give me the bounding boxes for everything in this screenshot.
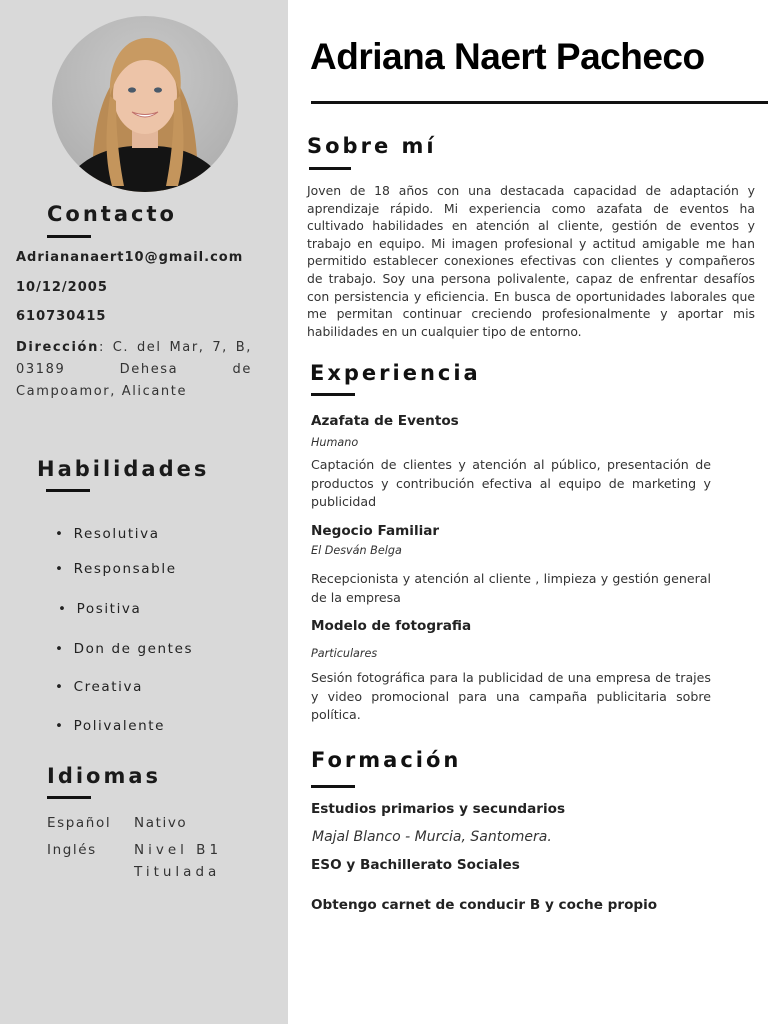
languages-divider xyxy=(47,796,91,799)
language-note: Titulada xyxy=(134,864,221,880)
language-level: Nativo xyxy=(134,815,188,831)
education-extra: Obtengo carnet de conducir B y coche propio xyxy=(311,897,658,913)
contact-divider xyxy=(47,235,91,238)
skill-item: • Don de gentes xyxy=(55,641,193,657)
contact-address xyxy=(16,337,252,403)
address-label: Dirección xyxy=(16,340,99,355)
experience-divider xyxy=(311,393,355,396)
job-company: Particulares xyxy=(311,647,378,660)
language-name: Inglés xyxy=(47,842,97,858)
skill-item: • Responsable xyxy=(55,561,177,577)
experience-heading: Experiencia xyxy=(310,361,481,385)
skill-item: • Polivalente xyxy=(55,718,165,734)
skills-heading: Habilidades xyxy=(37,457,210,481)
education-school: Majal Blanco - Murcia, Santomera. xyxy=(312,829,552,845)
job-description: Recepcionista y atención al cliente , limpieza y gestión general de la empresa xyxy=(311,571,711,605)
contact-phone[interactable]: 610730415 xyxy=(16,309,107,324)
job-company: El Desván Belga xyxy=(311,544,402,557)
job-title: Modelo de fotografia xyxy=(311,618,472,634)
portrait-illustration xyxy=(52,16,238,192)
skill-item: • Resolutiva xyxy=(55,526,160,542)
education-divider xyxy=(311,785,355,788)
skill-item: • Positiva xyxy=(58,601,141,617)
title-divider xyxy=(311,101,768,104)
job-description: Sesión fotográfica para la publicidad de una empresa de trajes y video promocional para una campaña publicitaria sobre política. xyxy=(311,670,711,723)
education-heading: Formación xyxy=(311,748,462,772)
skill-item: • Creativa xyxy=(55,679,143,695)
job-company: Humano xyxy=(311,436,359,449)
about-divider xyxy=(309,167,351,170)
profile-photo xyxy=(52,16,238,192)
address-value: : C. del Mar, 7, B, 03189 Dehesa de Campoamor, Alicante xyxy=(16,340,252,399)
page-title: Adriana Naert Pacheco xyxy=(310,36,705,77)
job-title: Negocio Familiar xyxy=(311,523,440,539)
skills-divider xyxy=(46,489,90,492)
about-text: Joven de 18 años con una destacada capacidad de adaptación y aprendizaje rápido. Mi experiencia como azafata de eventos ha cultivado habilidades en atención al cliente, gestión de eventos y trabajo en equipo. Mi imagen profesional y actitud amigable me han permitido establecer conexiones efectivas con clientes y compañeros de trabajo. Soy una persona polivalente, capaz de enfrentar desafíos con persistencia y eficiencia. En busca de oportunidades laborales que me permitan continuar creciendo profesionalmente y aportar mis habilidades en un cualquier tipo de entorno. xyxy=(307,183,755,339)
job-title: Azafata de Eventos xyxy=(311,413,459,429)
contact-birthdate: 10/12/2005 xyxy=(16,280,108,295)
education-primary: Estudios primarios y secundarios xyxy=(311,801,566,817)
contact-heading: Contacto xyxy=(47,202,177,226)
languages-heading: Idiomas xyxy=(47,764,162,788)
education-secondary: ESO y Bachillerato Sociales xyxy=(311,857,520,873)
language-name: Español xyxy=(47,815,112,831)
job-description: Captación de clientes y atención al público, presentación de productos y contribución efectiva al equipo de marketing y publicidad xyxy=(311,457,711,510)
contact-email[interactable]: Adriananaert10@gmail.com xyxy=(16,250,244,265)
language-level: Nivel B1 xyxy=(134,842,223,858)
about-heading: Sobre mí xyxy=(307,134,437,158)
